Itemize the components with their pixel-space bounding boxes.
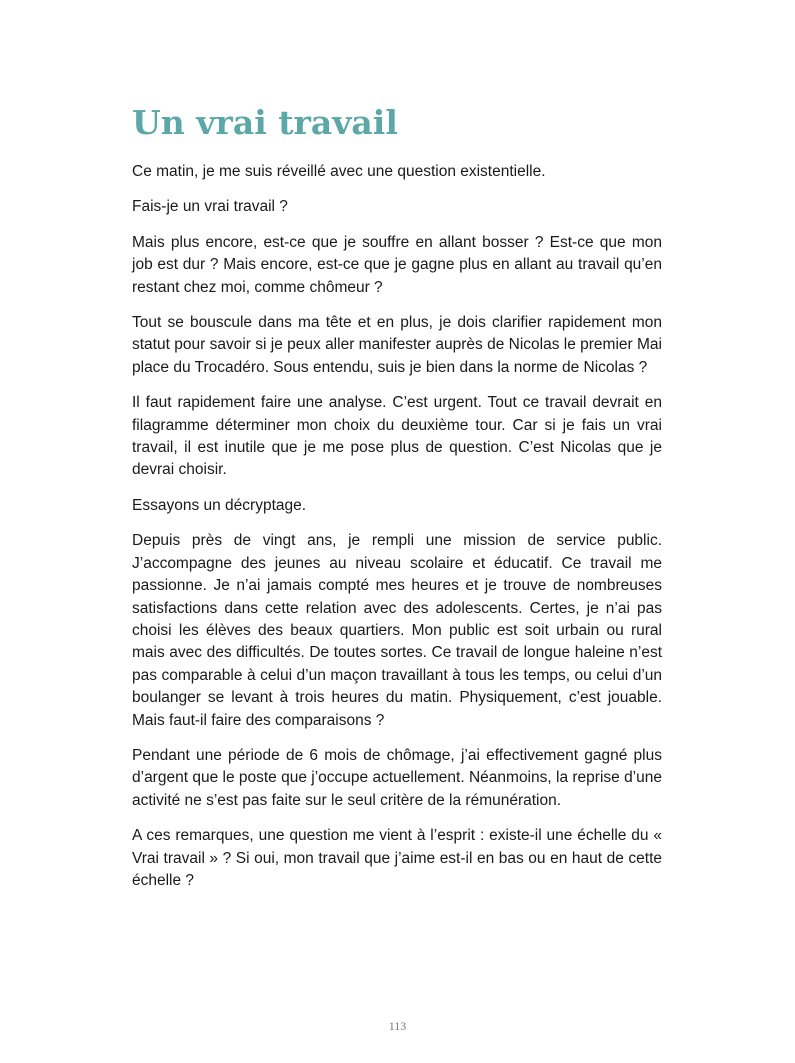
paragraph-9: A ces remarques, une question me vient à l’esprit : existe-il une échelle du « Vrai travail » ? Si oui, mon travail que j’aime est-il en bas ou en haut de cette échelle ? [132, 827, 662, 889]
paragraph-6: Essayons un décryptage. [132, 496, 307, 514]
paragraph-3: Mais plus encore, est-ce que je souffre en allant bosser ? Est-ce que mon job est dur ? Mais encore, est-ce que je gagne plus en allant au travail qu’en restant chez moi, comme chômeur ? [132, 233, 662, 296]
paragraph-5: Il faut rapidement faire une analyse. C’est urgent. Tout ce travail devrait en filagramme déterminer mon choix du deuxième tour. Car si je fais un vrai travail, il est inutile que je me pose plus de question. C’est Nicolas que je devrai choisir. [132, 394, 662, 479]
paragraph-1: Ce matin, je me suis réveillé avec une question existentielle. [132, 163, 546, 180]
paragraph-4: Tout se bouscule dans ma tête et en plus, je dois clarifier rapidement mon statut pour savoir si je peux aller manifester auprès de Nicolas le premier Mai place du Trocadéro. Sous entendu, suis je bien dans la norme de Nicolas ? [132, 314, 662, 376]
chapter-title: Un vrai travail [132, 103, 398, 142]
body-text [132, 161, 662, 905]
paragraph-8: Pendant une période de 6 mois de chômage, j’ai effectivement gagné plus d’argent que le poste que j’occupe actuellement. Néanmoins, la reprise d’une activité ne s’est pas faite sur le seul critère de la rémunération. [132, 746, 662, 809]
paragraph-2: Fais-je un vrai travail ? [132, 198, 288, 216]
paragraph-7: Depuis près de vingt ans, je rempli une mission de service public. J’accompagne des jeunes au niveau scolaire et éducatif. Ce travail me passionne. Je n’ai jamais compté mes heures et je trouve de nombreuses satisfactions dans cette relation avec des adolescents. Certes, je n’ai pas choisi les élèves des beaux quartiers. Mon public est soit urbain ou rural mais avec des difficultés. De toutes sortes. Ce travail de longue haleine n’est pas comparable à celui d’un maçon travaillant à tous les temps, ou celui d’un boulanger se levant à trois heures du matin. Physiquement, c’est jouable. Mais faut-il faire des comparaisons ? [132, 532, 662, 729]
page-number: 113 [388, 1019, 407, 1033]
